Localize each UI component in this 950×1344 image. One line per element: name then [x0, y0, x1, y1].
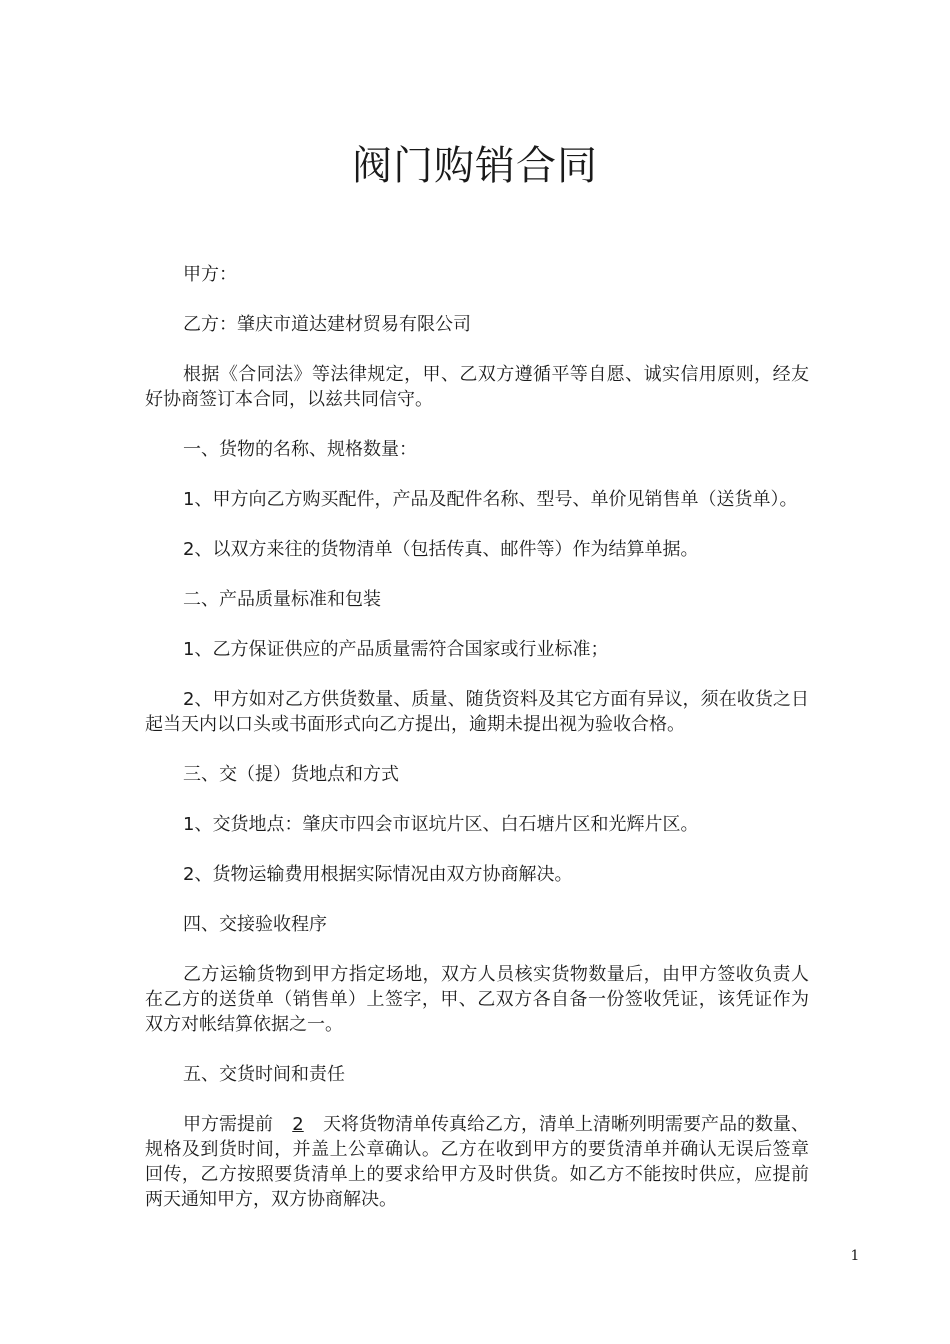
section-4-paragraph: 乙方运输货物到甲方指定场地，双方人员核实货物数量后，由甲方签收负责人在乙方的送货单（销售单）上签字，甲、乙双方各自备一份签收凭证，该凭证作为双方对帐结算依据之一。	[145, 964, 809, 1035]
section-2-item-2: 2、甲方如对乙方供货数量、质量、随货资料及其它方面有异议，须在收货之日起当天内以口头或书面形式向乙方提出，逾期未提出视为验收合格。	[145, 689, 809, 735]
contract-title: 阀门购销合同	[352, 143, 598, 189]
section-2-heading: 二、产品质量标准和包装	[183, 589, 381, 610]
party-b-line: 乙方：肇庆市道达建材贸易有限公司	[183, 314, 471, 335]
section-1-heading: 一、货物的名称、规格数量：	[183, 439, 417, 460]
days-blank-field: 2	[292, 1114, 304, 1135]
section-5-text-after: 天将货物清单传真给乙方，清单上清晰列明需要产品的数量、规格及到货时间，并盖上公章确认。乙方在收到甲方的要货清单并确认无误后签章回传，乙方按照要货清单上的要求给甲方及时供货。如乙方不能按时供应，应提前两天通知甲方，双方协商解决。	[145, 1114, 809, 1210]
section-5-heading: 五、交货时间和责任	[183, 1064, 345, 1085]
section-5-text-before: 甲方需提前	[183, 1114, 273, 1135]
intro-paragraph: 根据《合同法》等法律规定，甲、乙双方遵循平等自愿、诚实信用原则，经友好协商签订本合同，以兹共同信守。	[145, 364, 809, 410]
page-number: 1	[850, 1248, 860, 1264]
section-2-item-1: 1、乙方保证供应的产品质量需符合国家或行业标准；	[183, 639, 609, 660]
party-a-line: 甲方：	[183, 264, 237, 285]
section-1-item-1: 1、甲方向乙方购买配件，产品及配件名称、型号、单价见销售单（送货单）。	[183, 489, 798, 510]
section-3-item-1: 1、交货地点：肇庆市四会市讴坑片区、白石塘片区和光辉片区。	[183, 814, 699, 835]
contract-body	[145, 262, 809, 1237]
section-5-paragraph	[145, 1112, 809, 1212]
section-3-heading: 三、交（提）货地点和方式	[183, 764, 399, 785]
section-1-item-2: 2、以双方来往的货物清单（包括传真、邮件等）作为结算单据。	[183, 539, 699, 560]
section-3-item-2: 2、货物运输费用根据实际情况由双方协商解决。	[183, 864, 573, 885]
section-4-heading: 四、交接验收程序	[183, 914, 327, 935]
